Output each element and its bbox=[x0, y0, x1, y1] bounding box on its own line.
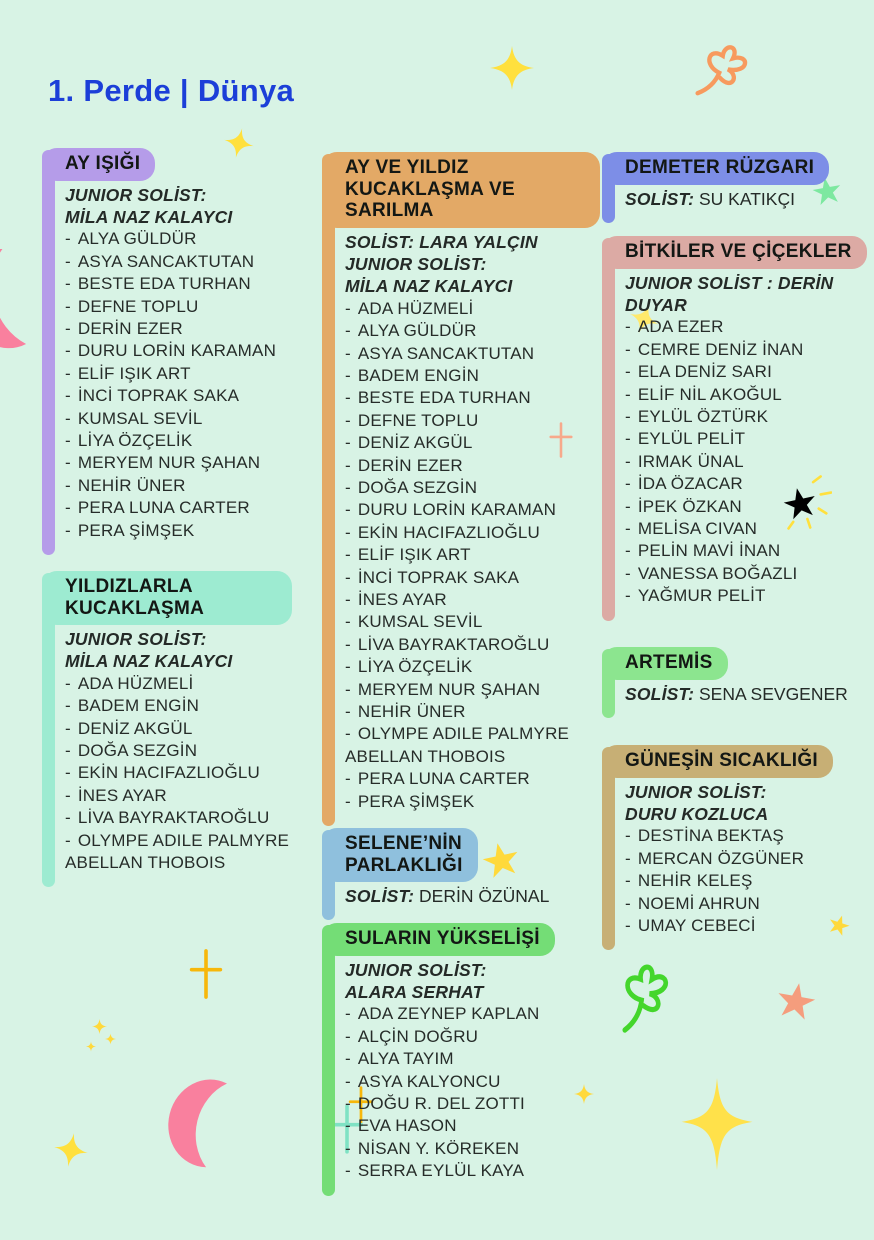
name-dash: - bbox=[65, 229, 71, 249]
performer-name bbox=[345, 410, 594, 432]
performer-name bbox=[345, 298, 594, 320]
name-dash: - bbox=[625, 871, 631, 891]
performer-name-text: LİVA BAYRAKTAROĞLU bbox=[77, 808, 270, 828]
name-dash: - bbox=[65, 498, 71, 518]
soloist-label: DURU KOZLUCA bbox=[625, 803, 769, 824]
column-3 bbox=[602, 0, 866, 1240]
section-accent-bar bbox=[602, 747, 615, 950]
name-dash: - bbox=[345, 567, 351, 587]
name-dash: - bbox=[625, 496, 631, 516]
performer-name bbox=[625, 406, 866, 428]
name-dash: - bbox=[345, 388, 351, 408]
performer-name-text: NEHİR ÜNER bbox=[357, 702, 466, 722]
performer-name-text: DOĞA SEZGİN bbox=[357, 477, 478, 497]
column-2 bbox=[322, 0, 594, 1240]
performer-name-text: ELİF NİL AKOĞUL bbox=[637, 384, 782, 404]
soloist-label: JUNIOR SOLİST: bbox=[345, 959, 487, 980]
name-dash: - bbox=[65, 430, 71, 450]
soloist-line bbox=[65, 184, 314, 206]
performer-name bbox=[345, 1093, 594, 1115]
name-dash: - bbox=[345, 477, 351, 497]
soloist-line bbox=[345, 275, 594, 297]
performer-name-text: PERA LUNA CARTER bbox=[357, 769, 530, 789]
name-dash: - bbox=[65, 274, 71, 294]
performer-name-text: MERYEM NUR ŞAHAN bbox=[77, 453, 261, 473]
name-dash: - bbox=[625, 826, 631, 846]
performer-name-text: NEHİR KELEŞ bbox=[637, 871, 753, 891]
performer-name-text: EKİN HACIFAZLIOĞLU bbox=[357, 522, 541, 542]
soloist-label: SOLİST: bbox=[625, 683, 695, 704]
performer-name bbox=[625, 848, 866, 870]
performer-name-text: NOEMİ AHRUN bbox=[637, 893, 761, 913]
performer-name-text: EKİN HACIFAZLIOĞLU bbox=[77, 763, 261, 783]
performer-name-text: BESTE EDA TURHAN bbox=[357, 388, 531, 408]
soloist-label: ALARA SERHAT bbox=[345, 981, 484, 1002]
performer-name-text: DURU LORİN KARAMAN bbox=[357, 500, 557, 520]
performer-name-text: OLYMPE ADILE PALMYRE ABELLAN THOBOIS bbox=[65, 830, 290, 873]
performer-name-text: İNCİ TOPRAK SAKA bbox=[357, 567, 520, 587]
name-dash: - bbox=[345, 724, 351, 744]
column-1 bbox=[42, 0, 314, 1240]
performer-name bbox=[345, 343, 594, 365]
soloist-label: SOLİST: LARA YALÇIN bbox=[345, 231, 538, 252]
performer-name-text: PERA ŞİMŞEK bbox=[357, 791, 475, 811]
performer-name bbox=[625, 893, 866, 915]
performer-name-text: ALÇİN DOĞRU bbox=[357, 1026, 479, 1046]
section-header-line: DEMETER RÜZGARI bbox=[625, 157, 815, 178]
name-dash: - bbox=[345, 769, 351, 789]
name-dash: - bbox=[65, 318, 71, 338]
section-header-pill bbox=[322, 923, 555, 956]
performer-name bbox=[345, 432, 594, 454]
name-dash: - bbox=[625, 429, 631, 449]
performer-name-text: İDA ÖZACAR bbox=[637, 474, 743, 494]
performer-name bbox=[345, 365, 594, 387]
section-selenenin-parlakligi bbox=[322, 828, 594, 920]
performer-name bbox=[65, 497, 314, 519]
soloist-label: JUNIOR SOLİST: bbox=[345, 253, 487, 274]
performer-name-text: DESTİNA BEKTAŞ bbox=[637, 826, 784, 846]
performer-name-text: KUMSAL SEVİL bbox=[77, 408, 203, 428]
performer-name bbox=[625, 496, 866, 518]
section-header-line: GÜNEŞİN SICAKLIĞI bbox=[625, 750, 819, 771]
performer-name bbox=[65, 430, 314, 452]
performer-name-text: BADEM ENGİN bbox=[77, 696, 200, 716]
soloist-line bbox=[345, 253, 594, 275]
section-header-pill bbox=[602, 236, 867, 269]
performer-name bbox=[65, 830, 314, 875]
performer-name-text: NEHİR ÜNER bbox=[77, 475, 186, 495]
performer-name bbox=[345, 723, 594, 768]
section-header-line: AY VE YILDIZ bbox=[345, 157, 469, 178]
performer-name-text: ADA HÜZMELİ bbox=[357, 298, 474, 318]
name-dash: - bbox=[345, 321, 351, 341]
name-dash: - bbox=[65, 718, 71, 738]
performer-name-text: ELA DENİZ SARI bbox=[637, 362, 772, 382]
name-dash: - bbox=[65, 785, 71, 805]
soloist-line bbox=[625, 294, 866, 316]
section-ay-ve-yildiz bbox=[322, 152, 594, 826]
performer-name bbox=[625, 339, 866, 361]
performer-name bbox=[65, 807, 314, 829]
section-header-pill bbox=[322, 152, 600, 228]
soloist-label: SOLİST: bbox=[345, 886, 415, 906]
soloist-line bbox=[625, 272, 866, 294]
performer-name bbox=[625, 518, 866, 540]
name-dash: - bbox=[345, 1071, 351, 1091]
name-dash: - bbox=[625, 317, 631, 337]
performer-name-text: DOĞA SEZGİN bbox=[77, 741, 198, 761]
name-dash: - bbox=[65, 408, 71, 428]
performer-name bbox=[625, 316, 866, 338]
performer-name bbox=[345, 679, 594, 701]
section-sularin-yukselisi bbox=[322, 923, 594, 1196]
name-dash: - bbox=[625, 474, 631, 494]
performer-name-text: YAĞMUR PELİT bbox=[637, 586, 766, 606]
name-dash: - bbox=[65, 341, 71, 361]
name-dash: - bbox=[345, 1026, 351, 1046]
performer-name-text: ELİF IŞIK ART bbox=[77, 363, 191, 383]
performer-name-text: EYLÜL PELİT bbox=[637, 429, 746, 449]
soloist-line bbox=[345, 885, 594, 907]
section-gunesin-sicakligi bbox=[602, 745, 866, 950]
soloist-label: MİLA NAZ KALAYCI bbox=[65, 651, 233, 672]
soloist-label: MİLA NAZ KALAYCI bbox=[345, 276, 513, 297]
section-header-line: KUCAKLAŞMA VE bbox=[345, 178, 515, 200]
section-accent-bar bbox=[322, 925, 335, 1196]
performer-name bbox=[625, 585, 866, 607]
performer-name bbox=[345, 791, 594, 813]
performer-name bbox=[345, 522, 594, 544]
performer-name-text: DOĞU R. DEL ZOTTI bbox=[357, 1093, 525, 1113]
performer-name bbox=[65, 452, 314, 474]
section-yildizlarla-kucaklasma bbox=[42, 571, 314, 887]
performer-name-text: MERCAN ÖZGÜNER bbox=[637, 848, 805, 868]
performer-name-text: VANESSA BOĞAZLI bbox=[637, 563, 798, 583]
performer-name bbox=[65, 695, 314, 717]
section-header-line: AY IŞIĞI bbox=[65, 153, 141, 174]
performer-name-text: ADA HÜZMELİ bbox=[77, 673, 194, 693]
performer-name-text: ADA ZEYNEP KAPLAN bbox=[357, 1004, 540, 1024]
performer-name-text: PERA ŞİMŞEK bbox=[77, 520, 195, 540]
performer-name-text: OLYMPE ADILE PALMYRE ABELLAN THOBOIS bbox=[345, 724, 570, 766]
performer-name-text: CEMRE DENİZ İNAN bbox=[637, 339, 804, 359]
performer-name bbox=[625, 428, 866, 450]
name-dash: - bbox=[345, 1004, 351, 1024]
performer-name-text: İNES AYAR bbox=[77, 785, 167, 805]
performer-name-text: NİSAN Y. KÖREKEN bbox=[357, 1138, 520, 1158]
name-dash: - bbox=[345, 522, 351, 542]
performer-name bbox=[345, 544, 594, 566]
name-dash: - bbox=[345, 1049, 351, 1069]
soloist-line bbox=[625, 683, 866, 705]
performer-name bbox=[345, 611, 594, 633]
name-dash: - bbox=[625, 518, 631, 538]
soloist-label: JUNIOR SOLİST: bbox=[65, 184, 207, 205]
name-dash: - bbox=[65, 830, 71, 850]
soloist-line bbox=[65, 650, 314, 672]
performer-name-text: LİYA ÖZÇELİK bbox=[357, 657, 473, 677]
section-header-pill bbox=[42, 148, 155, 181]
section-header-line: SARILMA bbox=[345, 200, 434, 221]
name-dash: - bbox=[625, 362, 631, 382]
section-header-line: PARLAKLIĞI bbox=[345, 854, 463, 876]
performer-name bbox=[65, 228, 314, 250]
soloist-name: SU KATIKÇI bbox=[694, 188, 795, 209]
name-dash: - bbox=[625, 848, 631, 868]
section-accent-bar bbox=[322, 154, 335, 826]
section-header-pill bbox=[602, 745, 833, 778]
name-dash: - bbox=[625, 915, 631, 935]
performer-name-text: DEFNE TOPLU bbox=[357, 410, 479, 430]
name-dash: - bbox=[65, 251, 71, 271]
name-dash: - bbox=[65, 520, 71, 540]
section-ay-isigi bbox=[42, 148, 314, 555]
name-dash: - bbox=[345, 365, 351, 385]
performer-name-text: SERRA EYLÜL KAYA bbox=[357, 1161, 525, 1181]
performer-name bbox=[625, 915, 866, 937]
name-dash: - bbox=[345, 791, 351, 811]
name-dash: - bbox=[345, 1138, 351, 1158]
name-dash: - bbox=[345, 1093, 351, 1113]
name-dash: - bbox=[625, 384, 631, 404]
name-dash: - bbox=[345, 433, 351, 453]
performer-name bbox=[65, 408, 314, 430]
performer-name bbox=[345, 499, 594, 521]
name-dash: - bbox=[625, 893, 631, 913]
performer-name bbox=[65, 296, 314, 318]
performer-name bbox=[625, 384, 866, 406]
section-bitkiler-ve-cicekler bbox=[602, 236, 866, 621]
name-dash: - bbox=[625, 541, 631, 561]
name-dash: - bbox=[65, 741, 71, 761]
performer-name bbox=[65, 673, 314, 695]
performer-name-text: ASYA SANCAKTUTAN bbox=[357, 343, 535, 363]
section-header-line: KUCAKLAŞMA bbox=[65, 597, 205, 619]
performer-name bbox=[345, 567, 594, 589]
section-accent-bar bbox=[42, 150, 55, 555]
name-dash: - bbox=[65, 808, 71, 828]
name-dash: - bbox=[345, 545, 351, 565]
name-dash: - bbox=[345, 702, 351, 722]
performer-name bbox=[625, 563, 866, 585]
performer-name-text: ELİF IŞIK ART bbox=[357, 545, 471, 565]
performer-name bbox=[625, 825, 866, 847]
performer-name bbox=[65, 762, 314, 784]
performer-name bbox=[65, 718, 314, 740]
performer-name bbox=[345, 387, 594, 409]
name-dash: - bbox=[65, 673, 71, 693]
section-accent-bar bbox=[602, 238, 615, 621]
name-dash: - bbox=[345, 500, 351, 520]
performer-name-text: DENİZ AKGÜL bbox=[77, 718, 193, 738]
name-dash: - bbox=[345, 1116, 351, 1136]
soloist-line bbox=[345, 959, 594, 981]
performer-name-text: UMAY CEBECİ bbox=[637, 915, 756, 935]
performer-name-text: LİYA ÖZÇELİK bbox=[77, 430, 193, 450]
performer-name bbox=[65, 363, 314, 385]
performer-name bbox=[345, 1071, 594, 1093]
name-dash: - bbox=[65, 696, 71, 716]
section-header-pill bbox=[602, 152, 829, 185]
performer-name bbox=[65, 251, 314, 273]
name-dash: - bbox=[625, 451, 631, 471]
name-dash: - bbox=[625, 339, 631, 359]
name-dash: - bbox=[65, 475, 71, 495]
performer-name-text: ALYA GÜLDÜR bbox=[357, 321, 477, 341]
performer-name bbox=[345, 1026, 594, 1048]
soloist-line bbox=[65, 206, 314, 228]
performer-name-text: PERA LUNA CARTER bbox=[77, 498, 250, 518]
section-header-line: BİTKİLER VE ÇİÇEKLER bbox=[625, 241, 852, 262]
performer-name-text: ADA EZER bbox=[637, 317, 724, 337]
soloist-label: DUYAR bbox=[625, 294, 687, 315]
performer-name bbox=[65, 318, 314, 340]
page-title: 1. Perde | Dünya bbox=[48, 72, 295, 108]
name-dash: - bbox=[625, 406, 631, 426]
performer-name-text: MELİSA CIVAN bbox=[637, 518, 758, 538]
performer-name bbox=[625, 361, 866, 383]
section-header-line: SELENE’NİN bbox=[345, 833, 463, 854]
performer-name bbox=[625, 540, 866, 562]
name-dash: - bbox=[65, 386, 71, 406]
performer-name bbox=[345, 1003, 594, 1025]
performer-name-text: ASYA KALYONCU bbox=[357, 1071, 501, 1091]
performer-name-text: DERİN EZER bbox=[357, 455, 463, 475]
section-header-pill bbox=[602, 647, 728, 680]
performer-name bbox=[345, 701, 594, 723]
performer-name bbox=[65, 740, 314, 762]
name-dash: - bbox=[345, 657, 351, 677]
name-dash: - bbox=[345, 679, 351, 699]
performer-name bbox=[345, 634, 594, 656]
performer-name bbox=[345, 1160, 594, 1182]
soloist-line bbox=[625, 188, 866, 210]
performer-name-text: IRMAK ÜNAL bbox=[637, 451, 744, 471]
performer-name-text: EVA HASON bbox=[357, 1116, 457, 1136]
soloist-label: SOLİST: bbox=[625, 188, 695, 209]
name-dash: - bbox=[345, 590, 351, 609]
performer-name bbox=[65, 385, 314, 407]
performer-name-text: DENİZ AKGÜL bbox=[357, 433, 473, 453]
section-artemis bbox=[602, 647, 866, 718]
performer-name-text: ASYA SANCAKTUTAN bbox=[77, 251, 255, 271]
performer-name bbox=[65, 785, 314, 807]
name-dash: - bbox=[345, 455, 351, 475]
name-dash: - bbox=[65, 763, 71, 783]
performer-name-text: BADEM ENGİN bbox=[357, 365, 480, 385]
name-dash: - bbox=[345, 343, 351, 363]
performer-name-text: ALYA GÜLDÜR bbox=[77, 229, 197, 249]
soloist-label: MİLA NAZ KALAYCI bbox=[65, 206, 233, 227]
performer-name bbox=[625, 451, 866, 473]
soloist-line bbox=[625, 803, 866, 825]
performer-name-text: BESTE EDA TURHAN bbox=[77, 274, 251, 294]
performer-name bbox=[625, 870, 866, 892]
section-demeter-ruzgari bbox=[602, 152, 866, 223]
performer-name bbox=[65, 273, 314, 295]
performer-name bbox=[345, 1115, 594, 1137]
performer-name-text: DERİN EZER bbox=[77, 318, 183, 338]
performer-name bbox=[65, 520, 314, 542]
name-dash: - bbox=[65, 296, 71, 316]
performer-name bbox=[625, 473, 866, 495]
section-header-pill bbox=[322, 828, 478, 882]
performer-name-text: MERYEM NUR ŞAHAN bbox=[357, 679, 541, 699]
performer-name bbox=[345, 477, 594, 499]
soloist-label: JUNIOR SOLİST: bbox=[65, 629, 207, 649]
name-dash: - bbox=[345, 410, 351, 430]
name-dash: - bbox=[65, 363, 71, 383]
soloist-label: JUNIOR SOLİST : DERİN bbox=[625, 272, 834, 293]
section-header-pill bbox=[42, 571, 292, 625]
soloist-line bbox=[625, 781, 866, 803]
name-dash: - bbox=[345, 634, 351, 654]
performer-name-text: PELİN MAVİ İNAN bbox=[637, 541, 781, 561]
performer-name-text: ALYA TAYIM bbox=[357, 1049, 454, 1069]
performer-name-text: DURU LORİN KARAMAN bbox=[77, 341, 277, 361]
section-header-line: SULARIN YÜKSELİŞİ bbox=[345, 928, 540, 949]
performer-name-text: İNES AYAR bbox=[357, 590, 447, 609]
section-header-line: YILDIZLARLA bbox=[65, 576, 193, 597]
soloist-line bbox=[345, 231, 594, 253]
performer-name-text: EYLÜL ÖZTÜRK bbox=[637, 406, 769, 426]
performer-name bbox=[345, 455, 594, 477]
performer-name bbox=[345, 589, 594, 611]
performer-name bbox=[345, 320, 594, 342]
performer-name bbox=[345, 1048, 594, 1070]
performer-name-text: LİVA BAYRAKTAROĞLU bbox=[357, 634, 550, 654]
performer-name-text: DEFNE TOPLU bbox=[77, 296, 199, 316]
name-dash: - bbox=[625, 586, 631, 606]
performer-name-text: İPEK ÖZKAN bbox=[637, 496, 742, 516]
soloist-line bbox=[65, 628, 314, 650]
performer-name bbox=[65, 475, 314, 497]
performer-name bbox=[65, 340, 314, 362]
soloist-name: SENA SEVGENER bbox=[694, 683, 848, 704]
section-header-line: ARTEMİS bbox=[625, 652, 713, 673]
soloist-line bbox=[345, 981, 594, 1003]
performer-name-text: KUMSAL SEVİL bbox=[357, 612, 483, 632]
performer-name bbox=[345, 768, 594, 790]
performer-name bbox=[345, 656, 594, 678]
name-dash: - bbox=[345, 1161, 351, 1181]
performer-name bbox=[345, 1138, 594, 1160]
name-dash: - bbox=[345, 298, 351, 318]
name-dash: - bbox=[65, 453, 71, 473]
name-dash: - bbox=[625, 563, 631, 583]
soloist-name: DERİN ÖZÜNAL bbox=[414, 886, 550, 906]
performer-name-text: İNCİ TOPRAK SAKA bbox=[77, 386, 240, 406]
soloist-label: JUNIOR SOLİST: bbox=[625, 781, 767, 802]
name-dash: - bbox=[345, 612, 351, 632]
